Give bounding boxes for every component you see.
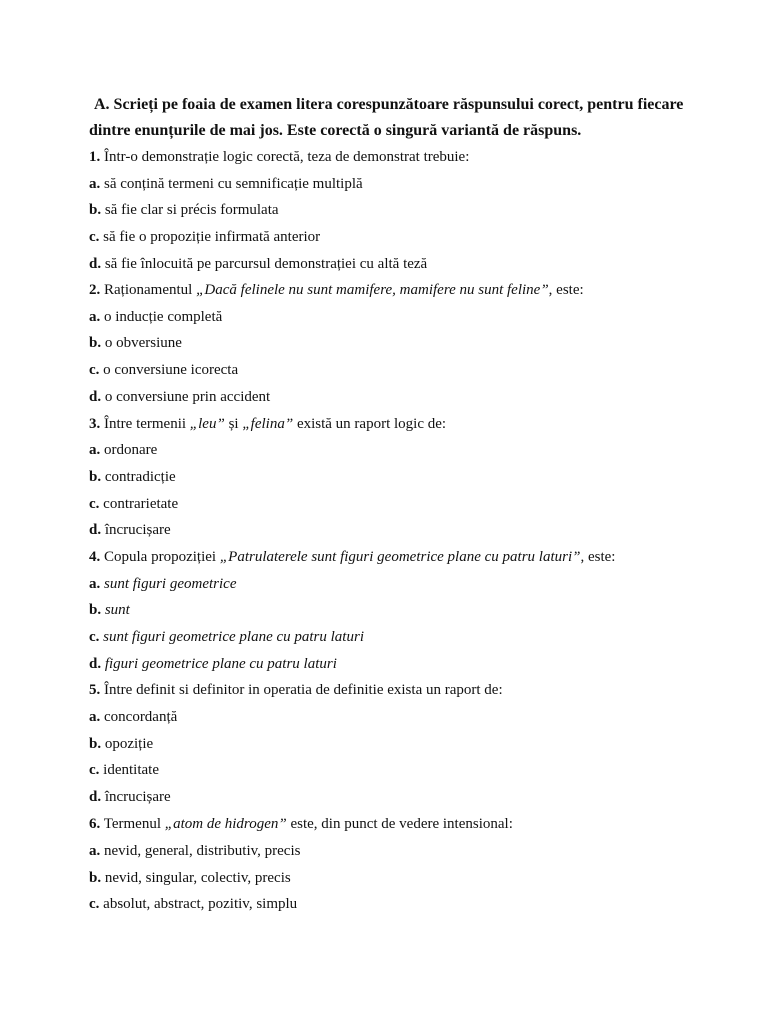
question-3 <box>89 414 446 434</box>
question-text-mid: și <box>224 416 243 432</box>
option-text: să fie înlocuită pe parcursul demonstrației cu altă teză <box>101 256 428 272</box>
question-number: 3. <box>89 416 101 432</box>
question-text: Între termenii <box>100 416 190 432</box>
option-text: nevid, singular, colectiv, precis <box>101 870 291 886</box>
q6-option-c <box>89 894 297 914</box>
option-letter: a. <box>89 442 101 458</box>
question-number: 1. <box>89 149 101 165</box>
q1-option-d <box>89 254 427 274</box>
q5-option-a <box>89 707 177 727</box>
option-letter: b. <box>89 202 102 218</box>
question-text: Într-o demonstrație logic corectă, teza de demonstrat trebuie: <box>100 149 470 165</box>
option-letter: d. <box>89 389 102 405</box>
option-letter: b. <box>89 736 102 752</box>
q2-option-b <box>89 333 182 353</box>
q1-option-a <box>89 174 363 194</box>
q3-option-c <box>89 494 178 514</box>
option-letter: c. <box>89 762 100 778</box>
option-text: identitate <box>99 762 159 778</box>
option-letter: a. <box>89 176 101 192</box>
option-text: încrucișare <box>101 522 171 538</box>
question-2 <box>89 280 584 300</box>
question-quote: „Patrulaterele sunt figuri geometrice plane cu patru laturi” <box>219 549 581 565</box>
option-text: sunt <box>104 602 130 618</box>
option-letter: a. <box>89 843 101 859</box>
option-text: contradicție <box>101 469 176 485</box>
q4-option-a <box>89 574 236 594</box>
option-text: concordanță <box>100 709 178 725</box>
option-letter: d. <box>89 256 102 272</box>
option-letter: c. <box>89 229 100 245</box>
q3-option-a <box>89 440 157 460</box>
option-letter: c. <box>89 896 100 912</box>
instructions-line-1: A. Scrieți pe foaia de examen litera corespunzătoare răspunsului corect, pentru fiecare <box>94 96 684 113</box>
q6-option-a <box>89 841 300 861</box>
option-text: sunt figuri geometrice <box>104 576 237 592</box>
q6-option-b <box>89 868 291 888</box>
q1-option-c <box>89 227 320 247</box>
option-text: contrarietate <box>99 496 179 512</box>
question-number: 6. <box>89 816 101 832</box>
option-letter: b. <box>89 469 102 485</box>
question-number: 5. <box>89 682 101 698</box>
option-text: să fie o propoziție infirmată anterior <box>99 229 321 245</box>
option-letter: d. <box>89 656 102 672</box>
question-4 <box>89 547 615 567</box>
question-text: Termenul <box>100 816 165 832</box>
option-letter: c. <box>89 496 100 512</box>
option-text: o obversiune <box>101 335 182 351</box>
option-letter: d. <box>89 522 102 538</box>
q2-option-d <box>89 387 270 407</box>
option-text: nevid, general, distributiv, precis <box>100 843 301 859</box>
option-text: sunt figuri geometrice plane cu patru laturi <box>103 629 364 645</box>
question-6 <box>89 814 513 834</box>
option-letter: b. <box>89 870 102 886</box>
q3-option-d <box>89 520 171 540</box>
question-quote: „atom de hidrogen” <box>164 816 287 832</box>
option-text: ordonare <box>100 442 158 458</box>
option-letter: c. <box>89 362 100 378</box>
q5-option-c <box>89 760 159 780</box>
option-letter: a. <box>89 709 101 725</box>
question-text: Raționamentul <box>100 282 197 298</box>
q4-option-c <box>89 627 364 647</box>
question-text: Copula propoziției <box>100 549 220 565</box>
question-5 <box>89 680 503 700</box>
question-text-end: există un raport logic de: <box>293 416 447 432</box>
question-text-end: , este: <box>548 282 584 298</box>
option-letter: d. <box>89 789 102 805</box>
instructions-line-2: dintre enunțurile de mai jos. Este corectă o singură variantă de răspuns. <box>89 122 582 139</box>
option-text: figuri geometrice plane cu patru laturi <box>104 656 337 672</box>
q2-option-a <box>89 307 222 327</box>
option-text: o conversiune icorecta <box>99 362 239 378</box>
question-text: Între definit si definitor in operatia de definitie exista un raport de: <box>100 682 503 698</box>
q2-option-c <box>89 360 238 380</box>
question-1 <box>89 147 469 167</box>
option-text: să conțină termeni cu semnificație multiplă <box>100 176 363 192</box>
option-text: absolut, abstract, pozitiv, simplu <box>99 896 298 912</box>
option-text: opoziție <box>101 736 154 752</box>
question-quote: „Dacă felinele nu sunt mamifere, mamifere nu sunt feline” <box>196 282 549 298</box>
question-number: 4. <box>89 549 101 565</box>
q4-option-d <box>89 654 337 674</box>
question-quote-1: „leu” <box>189 416 225 432</box>
option-letter: c. <box>89 629 100 645</box>
q4-option-b <box>89 600 130 620</box>
question-quote-2: „felina” <box>242 416 294 432</box>
question-text-end: este, din punct de vedere intensional: <box>286 816 513 832</box>
q1-option-b <box>89 200 279 220</box>
option-text: să fie clar si précis formulata <box>101 202 279 218</box>
q5-option-d <box>89 787 171 807</box>
q5-option-b <box>89 734 153 754</box>
option-letter: a. <box>89 576 101 592</box>
option-text: încrucișare <box>101 789 171 805</box>
q3-option-b <box>89 467 176 487</box>
option-letter: b. <box>89 335 102 351</box>
question-number: 2. <box>89 282 101 298</box>
option-text: o inducție completă <box>100 309 223 325</box>
option-letter: b. <box>89 602 102 618</box>
option-letter: a. <box>89 309 101 325</box>
option-text: o conversiune prin accident <box>101 389 271 405</box>
question-text-end: , este: <box>580 549 616 565</box>
